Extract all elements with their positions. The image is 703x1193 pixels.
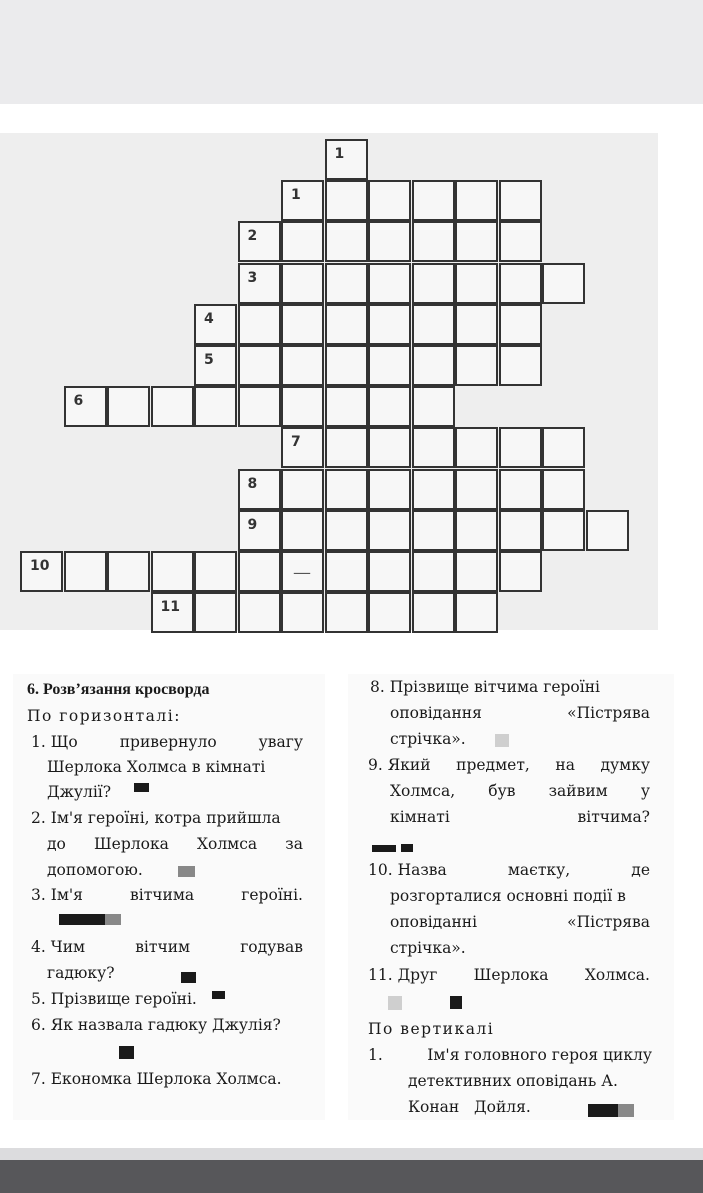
crossword-cell[interactable] — [542, 510, 585, 551]
redaction-mark — [181, 972, 196, 983]
crossword-cell[interactable] — [455, 263, 498, 304]
crossword-cell[interactable] — [238, 551, 281, 592]
crossword-grid — [0, 133, 658, 630]
crossword-number: 1 — [291, 187, 301, 204]
clue-line: 8. Прізвище вітчима героїні — [370, 678, 600, 696]
crossword-cell[interactable] — [281, 345, 324, 386]
crossword-cell[interactable] — [412, 427, 455, 468]
crossword-cell[interactable] — [412, 221, 455, 262]
clue-line: 7. Економка Шерлока Холмса. — [31, 1070, 282, 1088]
clue-line: 1. Ім'я головного героя циклу — [368, 1046, 652, 1064]
crossword-cell[interactable] — [455, 427, 498, 468]
crossword-cell[interactable] — [412, 551, 455, 592]
clue-line: 3. Ім'я вітчима героїні. — [31, 886, 303, 904]
crossword-cell[interactable] — [325, 263, 368, 304]
redaction-mark — [450, 996, 462, 1009]
crossword-cell[interactable] — [499, 510, 542, 551]
redaction-mark — [495, 734, 509, 747]
crossword-cell[interactable] — [412, 386, 455, 427]
more-clues-column — [348, 674, 674, 1120]
crossword-cell[interactable] — [325, 551, 368, 592]
crossword-cell[interactable] — [412, 180, 455, 221]
crossword-number: 4 — [204, 310, 214, 327]
crossword-number: 10 — [30, 558, 50, 574]
crossword-cell[interactable] — [151, 551, 194, 592]
horizontal-title: По горизонталі: — [27, 707, 181, 725]
crossword-cell[interactable] — [238, 263, 281, 304]
crossword-number: 11 — [160, 599, 180, 616]
crossword-cell[interactable] — [238, 221, 281, 262]
crossword-number: 3 — [247, 269, 258, 286]
crossword-cell[interactable] — [194, 592, 237, 633]
bottom-bar — [0, 1160, 703, 1193]
crossword-cell[interactable] — [238, 345, 281, 386]
crossword-cell[interactable] — [281, 469, 324, 510]
crossword-cell[interactable] — [20, 551, 63, 592]
clue-line: 10. Назва маєтку, де — [368, 861, 650, 879]
clue-line: Холмса, був зайвим у — [390, 782, 650, 800]
clue-line: 2. Ім'я героїні, котра прийшла — [31, 809, 281, 827]
clue-line: 6. Як назвала гадюку Джулія? — [31, 1016, 281, 1034]
crossword-cell[interactable] — [499, 263, 542, 304]
crossword-cell[interactable] — [368, 592, 411, 633]
crossword-number: 5 — [204, 352, 214, 368]
crossword-cell[interactable] — [325, 304, 368, 345]
crossword-cell[interactable] — [64, 386, 107, 427]
redaction-mark — [212, 991, 225, 999]
crossword-cell[interactable] — [499, 180, 542, 221]
crossword-cell[interactable] — [499, 427, 542, 468]
crossword-cell[interactable] — [325, 510, 368, 551]
crossword-cell[interactable] — [368, 345, 411, 386]
crossword-cell[interactable] — [368, 180, 411, 221]
crossword-cell[interactable] — [499, 304, 542, 345]
clue-line: стрічка». — [390, 730, 466, 748]
crossword-cell[interactable] — [325, 139, 368, 180]
crossword-cell[interactable] — [499, 221, 542, 262]
crossword-cell[interactable] — [325, 180, 368, 221]
clue-line: 5. Прізвище героїні. — [31, 990, 197, 1008]
crossword-cell[interactable] — [368, 263, 411, 304]
crossword-cell[interactable] — [325, 345, 368, 386]
crossword-cell[interactable] — [281, 386, 324, 427]
crossword-number: 8 — [247, 475, 258, 492]
crossword-cell[interactable] — [455, 304, 498, 345]
crossword-cell[interactable] — [238, 510, 281, 551]
crossword-cell[interactable] — [455, 551, 498, 592]
crossword-cell[interactable] — [499, 469, 542, 510]
crossword-cell[interactable] — [368, 427, 411, 468]
crossword-cell[interactable] — [542, 263, 585, 304]
crossword-cell[interactable] — [455, 510, 498, 551]
redaction-mark — [105, 914, 121, 925]
crossword-cell[interactable] — [194, 304, 237, 345]
vertical-title: По вертикалі — [368, 1020, 495, 1038]
crossword-cell[interactable] — [281, 221, 324, 262]
redaction-mark — [119, 1046, 134, 1059]
crossword-cell[interactable] — [281, 427, 324, 468]
crossword-cell[interactable] — [542, 469, 585, 510]
crossword-cell[interactable] — [325, 469, 368, 510]
crossword-cell[interactable] — [542, 427, 585, 468]
crossword-cell[interactable] — [455, 221, 498, 262]
crossword-cell[interactable] — [368, 386, 411, 427]
clue-line: 9. Який предмет, на думку — [368, 756, 650, 774]
crossword-cell[interactable] — [238, 592, 281, 633]
redaction-mark — [59, 914, 105, 925]
crossword-cell[interactable] — [107, 386, 150, 427]
crossword-cell[interactable] — [281, 592, 324, 633]
crossword-cell[interactable] — [194, 386, 237, 427]
crossword-cell[interactable] — [151, 386, 194, 427]
crossword-cell[interactable] — [412, 592, 455, 633]
crossword-cell[interactable] — [151, 592, 194, 633]
redaction-mark — [588, 1104, 618, 1117]
clue-line: допомогою. — [47, 861, 143, 879]
crossword-cell[interactable] — [455, 345, 498, 386]
crossword-cell[interactable] — [107, 551, 150, 592]
crossword-cell[interactable] — [194, 345, 237, 386]
crossword-cell[interactable] — [368, 304, 411, 345]
clue-line: 11. Друг Шерлока Холмса. — [368, 966, 650, 984]
crossword-cell[interactable] — [412, 510, 455, 551]
clue-line: розгорталися основні події в — [390, 887, 626, 905]
crossword-cell[interactable] — [412, 345, 455, 386]
crossword-number: 6 — [73, 393, 84, 410]
crossword-cell[interactable] — [368, 221, 411, 262]
crossword-cell[interactable] — [455, 592, 498, 633]
crossword-number: 2 — [247, 228, 258, 245]
section-title: 6. Розв’язання кросворда — [27, 681, 210, 698]
crossword-cell[interactable] — [325, 592, 368, 633]
crossword-cell[interactable] — [325, 386, 368, 427]
crossword-cell[interactable] — [238, 304, 281, 345]
crossword-cell[interactable] — [281, 304, 324, 345]
crossword-cell[interactable] — [455, 180, 498, 221]
redaction-mark — [388, 996, 402, 1010]
crossword-cell[interactable] — [499, 551, 542, 592]
crossword-cell[interactable] — [412, 304, 455, 345]
clue-line: Джулії? — [47, 783, 112, 801]
clue-line: 1. Що привернуло увагу — [31, 733, 303, 751]
redaction-mark — [134, 783, 149, 792]
clue-line: оповіданні «Пістрява — [390, 913, 650, 931]
crossword-cell[interactable] — [412, 263, 455, 304]
clue-line: стрічка». — [390, 939, 466, 957]
crossword-cell[interactable] — [499, 345, 542, 386]
clue-line: оповідання «Пістрява — [390, 704, 650, 722]
hyphen-mark: — — [293, 562, 311, 583]
bottom-band — [0, 1148, 703, 1160]
crossword-cell[interactable] — [412, 469, 455, 510]
clue-line: Шерлока Холмса в кімнаті — [47, 758, 266, 776]
crossword-cell[interactable] — [325, 221, 368, 262]
redaction-mark — [372, 845, 396, 852]
redaction-mark — [618, 1104, 634, 1117]
crossword-cell[interactable] — [238, 386, 281, 427]
crossword-cell[interactable] — [586, 510, 629, 551]
clue-line: детективних оповідань А. — [408, 1072, 618, 1090]
crossword-cell[interactable] — [368, 551, 411, 592]
top-bar — [0, 0, 703, 104]
crossword-cell[interactable] — [238, 469, 281, 510]
clue-line: Конан Дойля. — [408, 1098, 531, 1116]
clue-line: до Шерлока Холмса за — [47, 835, 303, 853]
crossword-number: 1 — [334, 146, 345, 162]
crossword-cell[interactable] — [281, 180, 324, 221]
crossword-cell[interactable] — [368, 510, 411, 551]
crossword-cell[interactable] — [64, 551, 107, 592]
crossword-cell[interactable] — [194, 551, 237, 592]
crossword-cell[interactable] — [455, 469, 498, 510]
crossword-cell[interactable] — [281, 263, 324, 304]
crossword-cell[interactable] — [368, 469, 411, 510]
crossword-number: 9 — [247, 516, 258, 533]
horizontal-clues-column — [13, 674, 325, 1120]
clue-line: 4. Чим вітчим годував — [31, 938, 303, 956]
redaction-mark — [401, 844, 413, 852]
redaction-mark — [178, 866, 195, 877]
crossword-number: 7 — [291, 434, 301, 451]
crossword-cell[interactable] — [325, 427, 368, 468]
clue-line: кімнаті вітчима? — [390, 808, 650, 826]
clue-line: гадюку? — [47, 964, 115, 982]
crossword-cell[interactable] — [281, 551, 324, 592]
crossword-cell[interactable] — [281, 510, 324, 551]
